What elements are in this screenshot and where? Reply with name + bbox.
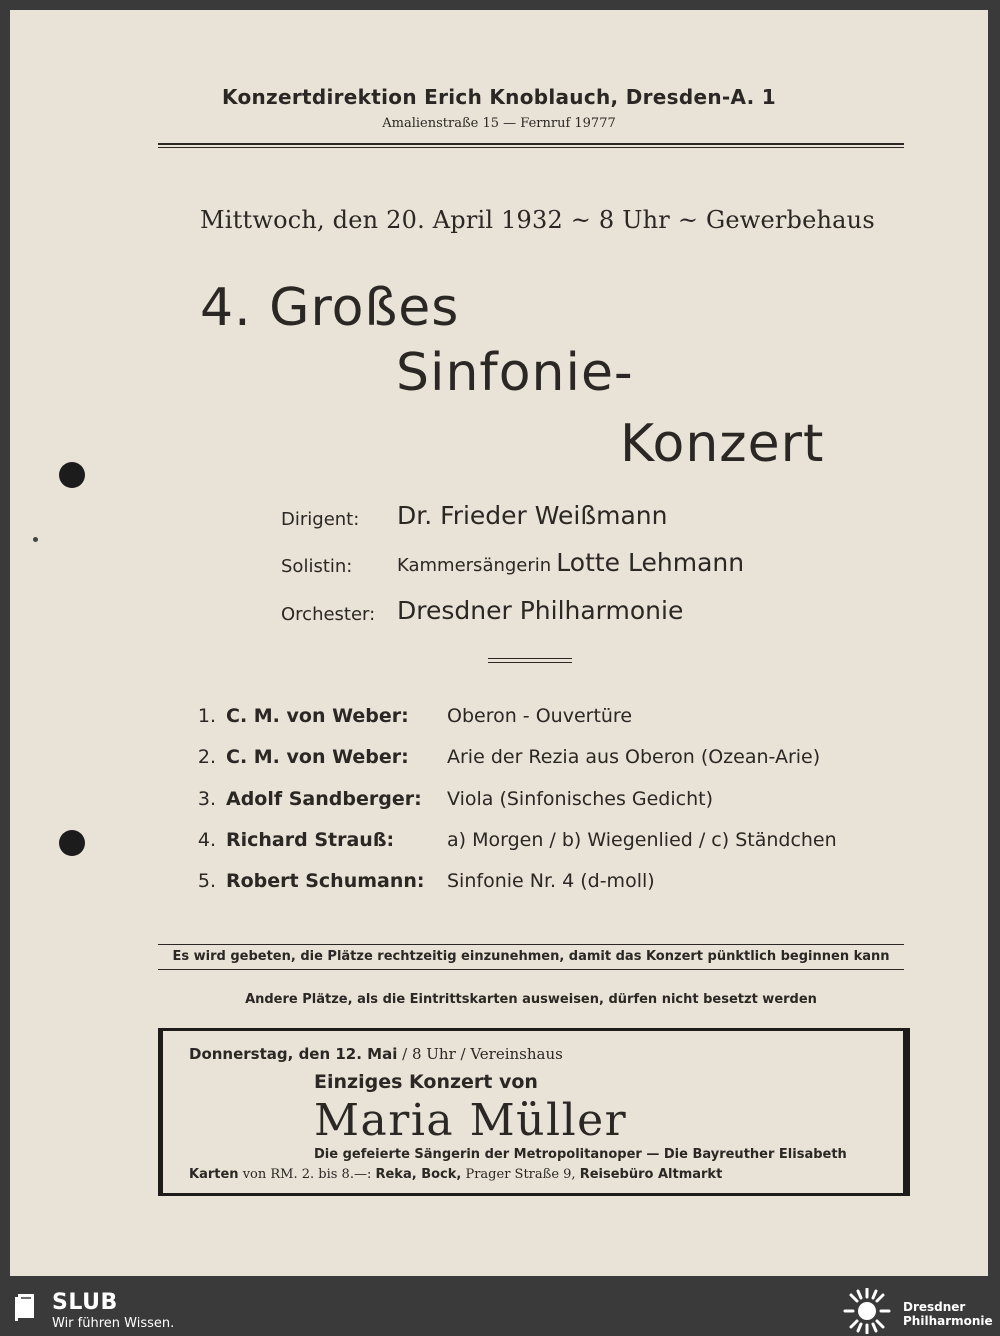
advert-box [158,1028,910,1196]
program-composer: C. M. von Weber: [226,746,409,768]
program-composer: Adolf Sandberger: [226,788,422,810]
advert-tickets [189,1167,722,1182]
orchestra-label: Orchester: [281,604,376,625]
punch-hole [59,830,85,856]
library-slogan: Wir führen Wissen. [52,1316,175,1331]
program-work: Sinfonie Nr. 4 (d-moll) [447,870,655,892]
agency-name: Konzertdirektion Erich Knoblauch, Dresden-A. 1 [222,85,776,109]
header-rule-thin [158,147,904,148]
advert-date: Donnerstag, den 12. Mai [189,1045,398,1063]
program-work: Viola (Sinfonisches Gedicht) [447,788,713,810]
conductor-name: Dr. Frieder Weißmann [397,501,668,530]
book-icon [12,1292,40,1322]
program-number: 4. [197,829,216,851]
soloist-label: Solistin: [281,556,353,577]
divider [488,662,572,663]
event-datetime: Mittwoch, den 20. April 1932 ~ 8 Uhr ~ Gewerbehaus [200,206,875,234]
divider [488,658,572,659]
program-number: 5. [197,870,216,892]
orchestra-name: Dresdner Philharmonie [397,596,684,625]
partner-line-2: Philharmonie [903,1314,993,1328]
program-composer: C. M. von Weber: [226,705,409,727]
advert-date-line [189,1045,563,1063]
sunburst-icon [840,1288,894,1334]
punctuality-notice: Es wird gebeten, die Plätze rechtzeitig einzunehmen, damit das Konzert pünktlich beginnen kann [172,949,890,964]
library-name: SLUB [52,1290,118,1315]
partner-name [903,1300,993,1328]
title-line-1: 4. Großes [200,278,460,338]
tickets-address: Prager Straße 9, [465,1167,576,1182]
seating-notice: Andere Plätze, als die Eintrittskarten ausweisen, dürfen nicht besetzt werden [245,992,817,1007]
tickets-price: von RM. 2. bis 8.—: [242,1167,372,1182]
punch-hole [59,462,85,488]
tickets-outlets: Reka, Bock, [375,1167,462,1182]
program-work: Arie der Rezia aus Oberon (Ozean-Arie) [447,746,821,768]
soloist-title: Kammersängerin [397,555,552,576]
header-rule [158,143,904,145]
program-composer: Robert Schumann: [226,870,425,892]
soloist-line [397,548,744,577]
footer-bar [0,1286,1000,1336]
program-work: Oberon - Ouvertüre [447,705,633,727]
advert-artist: Maria Müller [314,1095,628,1146]
program-sheet [10,10,988,1276]
tickets-label: Karten [189,1167,239,1182]
advert-tagline: Die gefeierte Sängerin der Metropolitanoper — Die Bayreuther Elisabeth [314,1147,847,1162]
program-number: 3. [197,788,216,810]
paper-speck [33,537,38,542]
notice-rule-bottom [158,969,904,970]
conductor-label: Dirigent: [281,509,360,530]
partner-line-1: Dresdner [903,1300,966,1314]
advert-time-venue: / 8 Uhr / Vereinshaus [402,1045,563,1063]
title-line-3: Konzert [620,414,825,474]
agency-address: Amalienstraße 15 — Fernruf 19777 [382,116,616,131]
soloist-name: Lotte Lehmann [556,548,745,577]
program-composer: Richard Strauß: [226,829,395,851]
program-number: 1. [197,705,216,727]
program-number: 2. [197,746,216,768]
program-work: a) Morgen / b) Wiegenlied / c) Ständchen [447,829,837,851]
title-line-2: Sinfonie- [396,343,634,403]
tickets-extra: Reisebüro Altmarkt [579,1167,723,1182]
notice-rule-top [158,944,904,945]
advert-heading: Einziges Konzert von [314,1071,538,1093]
